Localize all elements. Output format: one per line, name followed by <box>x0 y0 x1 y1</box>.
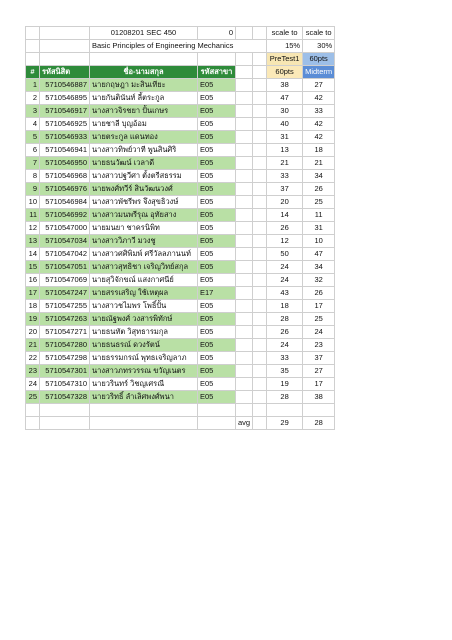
major-code-cell[interactable]: E05 <box>198 92 236 105</box>
avg-label-cell[interactable]: avg <box>236 417 253 430</box>
midterm-score-cell[interactable]: 25 <box>303 313 335 326</box>
student-id-cell[interactable]: 5710547255 <box>40 300 90 313</box>
empty-cell[interactable] <box>236 287 253 300</box>
empty-cell[interactable] <box>236 118 253 131</box>
empty-cell[interactable] <box>253 144 267 157</box>
empty-cell[interactable] <box>253 118 267 131</box>
table-row <box>26 196 335 209</box>
row-number-cell[interactable]: 15 <box>26 261 40 274</box>
major-code-cell[interactable]: E05 <box>198 365 236 378</box>
empty-cell[interactable] <box>236 79 253 92</box>
empty-cell[interactable] <box>253 79 267 92</box>
student-id-cell[interactable]: 5710546984 <box>40 196 90 209</box>
scale-percent-cell[interactable]: 30% <box>303 40 335 53</box>
empty-cell[interactable] <box>236 92 253 105</box>
major-code-cell[interactable]: E17 <box>198 287 236 300</box>
midterm-score-cell[interactable]: 42 <box>303 131 335 144</box>
pretest-score-cell[interactable]: 26 <box>267 222 303 235</box>
table-row <box>26 118 335 131</box>
major-code-cell[interactable]: E05 <box>198 300 236 313</box>
student-id-cell[interactable]: 5710546925 <box>40 118 90 131</box>
student-name-cell[interactable]: นายวรินทร์ วิชญเศรณี <box>90 378 198 391</box>
grade-spreadsheet <box>25 26 335 430</box>
row-number-cell[interactable]: 6 <box>26 144 40 157</box>
empty-cell[interactable] <box>253 170 267 183</box>
empty-cell[interactable] <box>236 157 253 170</box>
table-row <box>26 261 335 274</box>
midterm-score-cell[interactable]: 26 <box>303 183 335 196</box>
table-row <box>26 274 335 287</box>
empty-cell[interactable] <box>236 183 253 196</box>
midterm-score-cell[interactable]: 34 <box>303 261 335 274</box>
student-id-cell[interactable]: 5710547000 <box>40 222 90 235</box>
midterm-score-cell[interactable]: 21 <box>303 157 335 170</box>
student-id-cell[interactable]: 5710547247 <box>40 287 90 300</box>
empty-cell[interactable] <box>90 417 198 430</box>
table-row <box>26 391 335 404</box>
major-code-cell[interactable]: E05 <box>198 170 236 183</box>
student-id-cell[interactable]: 5710546941 <box>40 144 90 157</box>
empty-cell[interactable] <box>236 222 253 235</box>
empty-cell[interactable] <box>253 352 267 365</box>
table-row <box>26 300 335 313</box>
row-number-cell[interactable]: 20 <box>26 326 40 339</box>
row-number-cell[interactable]: 5 <box>26 131 40 144</box>
empty-cell[interactable] <box>253 222 267 235</box>
average-row <box>26 417 335 430</box>
midterm-score-cell[interactable]: 37 <box>303 352 335 365</box>
midterm-score-cell[interactable]: 33 <box>303 105 335 118</box>
empty-cell[interactable] <box>253 365 267 378</box>
pretest-score-cell[interactable]: 47 <box>267 92 303 105</box>
empty-cell[interactable] <box>253 92 267 105</box>
pretest-score-cell[interactable]: 20 <box>267 196 303 209</box>
empty-cell[interactable] <box>236 391 253 404</box>
empty-cell[interactable] <box>253 417 267 430</box>
empty-cell[interactable] <box>236 248 253 261</box>
empty-cell[interactable] <box>253 391 267 404</box>
scale-label-cell[interactable]: scale to <box>303 27 335 40</box>
pretest-score-cell[interactable]: 43 <box>267 287 303 300</box>
midterm-score-cell[interactable]: 34 <box>303 170 335 183</box>
pretest-score-cell[interactable]: 12 <box>267 235 303 248</box>
midterm-score-cell[interactable]: 18 <box>303 144 335 157</box>
student-id-cell[interactable]: 5710547298 <box>40 352 90 365</box>
empty-cell[interactable] <box>236 235 253 248</box>
student-name-cell[interactable]: นายธนธรณ์ ดวงรัตน์ <box>90 339 198 352</box>
table-row <box>26 183 335 196</box>
student-name-cell[interactable]: นายสรรเสริญ ใช้เหตุผล <box>90 287 198 300</box>
empty-cell[interactable] <box>253 274 267 287</box>
pretest-score-cell[interactable]: 40 <box>267 118 303 131</box>
student-id-cell[interactable]: 5710547280 <box>40 339 90 352</box>
table-row <box>26 378 335 391</box>
row-number-cell[interactable]: 3 <box>26 105 40 118</box>
midterm-score-cell[interactable]: 11 <box>303 209 335 222</box>
pretest-score-cell[interactable]: 50 <box>267 248 303 261</box>
table-row <box>26 79 335 92</box>
student-name-cell[interactable]: นายมนยา ชาครนิพิท <box>90 222 198 235</box>
student-name-cell[interactable]: นายชาลี บุญอ้อม <box>90 118 198 131</box>
midterm-score-cell[interactable]: 23 <box>303 339 335 352</box>
student-id-cell[interactable]: 5710546887 <box>40 79 90 92</box>
midterm-score-cell[interactable]: 38 <box>303 391 335 404</box>
row-number-cell[interactable]: 9 <box>26 183 40 196</box>
empty-cell[interactable] <box>253 248 267 261</box>
major-code-cell[interactable]: E05 <box>198 183 236 196</box>
midterm-score-cell[interactable]: 42 <box>303 92 335 105</box>
row-number-cell[interactable]: 12 <box>26 222 40 235</box>
pretest-score-cell[interactable]: 21 <box>267 157 303 170</box>
col-header-name[interactable]: ชื่อ-นามสกุล <box>90 66 198 79</box>
major-code-cell[interactable]: E05 <box>198 131 236 144</box>
student-id-cell[interactable]: 5710547051 <box>40 261 90 274</box>
row-number-cell[interactable]: 11 <box>26 209 40 222</box>
empty-cell[interactable] <box>236 378 253 391</box>
student-name-cell[interactable]: นางสาวปฐวีศา ตั้งตรีสธรรม <box>90 170 198 183</box>
empty-cell[interactable] <box>236 326 253 339</box>
student-id-cell[interactable]: 5710547034 <box>40 235 90 248</box>
row-number-cell[interactable]: 4 <box>26 118 40 131</box>
empty-cell[interactable] <box>236 105 253 118</box>
student-name-cell[interactable]: นางสาวภทรวรรณ ขวัญเนตร <box>90 365 198 378</box>
major-code-cell[interactable]: E05 <box>198 326 236 339</box>
scale-percent-cell[interactable]: 15% <box>267 40 303 53</box>
row-number-cell[interactable]: 25 <box>26 391 40 404</box>
pretest-score-cell[interactable]: 18 <box>267 300 303 313</box>
empty-cell[interactable] <box>40 404 90 417</box>
row-number-cell[interactable]: 14 <box>26 248 40 261</box>
row-number-cell[interactable]: 22 <box>26 352 40 365</box>
course-title-cell[interactable]: Basic Principles of Engineering Mechanics <box>90 40 267 53</box>
exam-label-row <box>26 53 335 66</box>
student-name-cell[interactable]: นางสาวจิรชยา ปั้นเกษร <box>90 105 198 118</box>
row-number-cell[interactable]: 2 <box>26 92 40 105</box>
table-row <box>26 131 335 144</box>
avg-midterm-cell[interactable]: 28 <box>303 417 335 430</box>
pretest-score-cell[interactable]: 35 <box>267 365 303 378</box>
student-name-cell[interactable]: นายณัฐพงศ์ วงสารพิทักษ์ <box>90 313 198 326</box>
empty-cell[interactable] <box>236 352 253 365</box>
midterm-score-cell[interactable]: 17 <box>303 378 335 391</box>
table-row <box>26 92 335 105</box>
empty-cell[interactable] <box>253 404 267 417</box>
pretest-score-cell[interactable]: 24 <box>267 274 303 287</box>
midterm-score-cell[interactable]: 26 <box>303 287 335 300</box>
pretest-score-cell[interactable]: 26 <box>267 326 303 339</box>
student-id-cell[interactable]: 5710546976 <box>40 183 90 196</box>
empty-cell[interactable] <box>236 144 253 157</box>
pts-cell[interactable]: 60pts <box>267 66 303 79</box>
empty-cell[interactable] <box>236 170 253 183</box>
student-name-cell[interactable]: นางสาวชไมพร โพธิ์ปั้น <box>90 300 198 313</box>
student-id-cell[interactable]: 5710547042 <box>40 248 90 261</box>
title-row <box>26 40 335 53</box>
row-number-cell[interactable]: 23 <box>26 365 40 378</box>
table-row <box>26 248 335 261</box>
student-id-cell[interactable]: 5710547263 <box>40 313 90 326</box>
table-row <box>26 235 335 248</box>
major-code-cell[interactable]: E05 <box>198 209 236 222</box>
midterm-score-cell[interactable]: 32 <box>303 274 335 287</box>
empty-cell[interactable] <box>236 404 253 417</box>
student-name-cell[interactable]: นางสาวมนพรีรุณ อุทัยสาง <box>90 209 198 222</box>
scale-label-cell[interactable]: scale to <box>267 27 303 40</box>
student-name-cell[interactable]: นายสุวิจักขณ์ แสงกาศนีย์ <box>90 274 198 287</box>
empty-cell[interactable] <box>253 131 267 144</box>
pretest-score-cell[interactable]: 37 <box>267 183 303 196</box>
major-code-cell[interactable]: E05 <box>198 352 236 365</box>
empty-cell[interactable] <box>253 378 267 391</box>
pretest-score-cell[interactable]: 30 <box>267 105 303 118</box>
table-row <box>26 352 335 365</box>
table-row <box>26 326 335 339</box>
major-code-cell[interactable]: E05 <box>198 313 236 326</box>
student-id-cell[interactable]: 5710546895 <box>40 92 90 105</box>
row-number-cell[interactable]: 7 <box>26 157 40 170</box>
empty-cell[interactable] <box>236 300 253 313</box>
major-code-cell[interactable]: E05 <box>198 118 236 131</box>
empty-cell[interactable] <box>253 157 267 170</box>
major-code-cell[interactable]: E05 <box>198 105 236 118</box>
midterm-score-cell[interactable]: 17 <box>303 300 335 313</box>
row-number-cell[interactable]: 18 <box>26 300 40 313</box>
empty-cell[interactable] <box>236 261 253 274</box>
midterm-label-cell[interactable]: Midterm <box>303 66 335 79</box>
empty-cell[interactable] <box>236 365 253 378</box>
empty-cell[interactable] <box>253 105 267 118</box>
student-name-cell[interactable]: นางสาวสุทธิชา เจริญวิทย์สกุล <box>90 261 198 274</box>
pretest-score-cell[interactable]: 14 <box>267 209 303 222</box>
midterm-score-cell[interactable]: 27 <box>303 79 335 92</box>
student-id-cell[interactable]: 5710546933 <box>40 131 90 144</box>
student-name-cell[interactable]: นายตระกูล แดนทอง <box>90 131 198 144</box>
table-row <box>26 209 335 222</box>
empty-cell[interactable] <box>253 183 267 196</box>
row-number-cell[interactable]: 19 <box>26 313 40 326</box>
blank-row <box>26 404 335 417</box>
empty-cell[interactable] <box>253 261 267 274</box>
empty-cell[interactable] <box>26 417 40 430</box>
empty-cell[interactable] <box>198 417 236 430</box>
midterm-score-cell[interactable]: 31 <box>303 222 335 235</box>
student-id-cell[interactable]: 5710547069 <box>40 274 90 287</box>
student-id-cell[interactable]: 5710546917 <box>40 105 90 118</box>
student-name-cell[interactable]: นายธนทัต วิสุทธารมกุล <box>90 326 198 339</box>
midterm-score-cell[interactable]: 25 <box>303 196 335 209</box>
major-code-cell[interactable]: E05 <box>198 391 236 404</box>
row-number-cell[interactable]: 8 <box>26 170 40 183</box>
empty-cell[interactable] <box>253 313 267 326</box>
student-name-cell[interactable]: นายธนวัฒน์ เวลาดี <box>90 157 198 170</box>
student-id-cell[interactable]: 5710546992 <box>40 209 90 222</box>
student-name-cell[interactable]: นายพงศ์ทวีร์ สินวัฒนวงศ์ <box>90 183 198 196</box>
pretest-label-cell[interactable]: PreTest1 <box>267 53 303 66</box>
empty-cell[interactable] <box>90 404 198 417</box>
student-name-cell[interactable]: นางสาววิภาวี มวงชู <box>90 235 198 248</box>
major-code-cell[interactable]: E05 <box>198 274 236 287</box>
student-id-cell[interactable]: 5710547271 <box>40 326 90 339</box>
table-row <box>26 339 335 352</box>
student-id-cell[interactable]: 5710547301 <box>40 365 90 378</box>
table-row <box>26 222 335 235</box>
major-code-cell[interactable]: E05 <box>198 157 236 170</box>
pretest-score-cell[interactable]: 33 <box>267 170 303 183</box>
empty-cell[interactable] <box>236 196 253 209</box>
student-id-cell[interactable]: 5710546950 <box>40 157 90 170</box>
empty-cell[interactable] <box>236 131 253 144</box>
pretest-score-cell[interactable]: 38 <box>267 79 303 92</box>
midterm-score-cell[interactable]: 42 <box>303 118 335 131</box>
midterm-score-cell[interactable]: 10 <box>303 235 335 248</box>
pretest-score-cell[interactable]: 19 <box>267 378 303 391</box>
table-row <box>26 105 335 118</box>
pretest-score-cell[interactable]: 28 <box>267 313 303 326</box>
major-code-cell[interactable]: E05 <box>198 248 236 261</box>
empty-cell[interactable] <box>253 235 267 248</box>
major-code-cell[interactable]: E05 <box>198 378 236 391</box>
major-code-cell[interactable]: E05 <box>198 235 236 248</box>
student-name-cell[interactable]: นางสาวทิพย์วาที พูนสินศิริ <box>90 144 198 157</box>
empty-cell[interactable] <box>236 209 253 222</box>
student-id-cell[interactable]: 5710546968 <box>40 170 90 183</box>
student-name-cell[interactable]: นางสาวศศิพิมพ์ ศรีวัลลภานนท์ <box>90 248 198 261</box>
student-name-cell[interactable]: นางสาวพัชรีพร จึงสุขธิวงษ์ <box>90 196 198 209</box>
empty-cell[interactable] <box>253 326 267 339</box>
empty-cell[interactable] <box>26 404 40 417</box>
empty-cell[interactable] <box>253 287 267 300</box>
student-name-cell[interactable]: นายวริทธิ์ ลำเลิศพงศ์พนา <box>90 391 198 404</box>
empty-cell[interactable] <box>236 274 253 287</box>
empty-cell[interactable] <box>198 404 236 417</box>
student-name-cell[interactable]: นายกฤษฎา มะสินเทียะ <box>90 79 198 92</box>
empty-cell[interactable] <box>253 300 267 313</box>
empty-cell[interactable] <box>267 404 303 417</box>
empty-cell[interactable] <box>236 313 253 326</box>
zero-cell[interactable]: 0 <box>198 27 236 40</box>
empty-cell[interactable] <box>253 209 267 222</box>
pretest-score-cell[interactable]: 24 <box>267 261 303 274</box>
empty-cell[interactable] <box>40 417 90 430</box>
row-number-cell[interactable]: 17 <box>26 287 40 300</box>
major-code-cell[interactable]: E05 <box>198 196 236 209</box>
empty-cell[interactable] <box>253 339 267 352</box>
empty-cell[interactable] <box>253 196 267 209</box>
col-header-id[interactable]: รหัสนิสิต <box>40 66 90 79</box>
table-row <box>26 287 335 300</box>
table-row <box>26 144 335 157</box>
col-header-major[interactable]: รหัสสาขา <box>198 66 236 79</box>
student-id-cell[interactable]: 5710547310 <box>40 378 90 391</box>
course-row <box>26 27 335 40</box>
pretest-score-cell[interactable]: 33 <box>267 352 303 365</box>
row-number-cell[interactable]: 21 <box>26 339 40 352</box>
col-header-no[interactable]: # <box>26 66 40 79</box>
table-row <box>26 170 335 183</box>
pretest-score-cell[interactable]: 13 <box>267 144 303 157</box>
major-code-cell[interactable]: E05 <box>198 222 236 235</box>
student-name-cell[interactable]: นายกันตินันท์ ลี้ตระกูล <box>90 92 198 105</box>
student-name-cell[interactable]: นายธรรมกรณ์ พุทธเจริญลาภ <box>90 352 198 365</box>
empty-cell[interactable] <box>236 339 253 352</box>
row-number-cell[interactable]: 24 <box>26 378 40 391</box>
table-row <box>26 157 335 170</box>
pretest-score-cell[interactable]: 28 <box>267 391 303 404</box>
course-code-cell[interactable]: 01208201 SEC 450 <box>90 27 198 40</box>
row-number-cell[interactable]: 10 <box>26 196 40 209</box>
row-number-cell[interactable]: 16 <box>26 274 40 287</box>
column-header-row <box>26 66 335 79</box>
midterm-score-cell[interactable]: 47 <box>303 248 335 261</box>
empty-cell[interactable] <box>303 404 335 417</box>
row-number-cell[interactable]: 1 <box>26 79 40 92</box>
midterm-score-cell[interactable]: 24 <box>303 326 335 339</box>
table-row <box>26 365 335 378</box>
avg-pretest-cell[interactable]: 29 <box>267 417 303 430</box>
pretest-score-cell[interactable]: 24 <box>267 339 303 352</box>
row-number-cell[interactable]: 13 <box>26 235 40 248</box>
pts-cell[interactable]: 60pts <box>303 53 335 66</box>
table-row <box>26 313 335 326</box>
student-id-cell[interactable]: 5710547328 <box>40 391 90 404</box>
major-code-cell[interactable]: E05 <box>198 79 236 92</box>
pretest-score-cell[interactable]: 31 <box>267 131 303 144</box>
major-code-cell[interactable]: E05 <box>198 144 236 157</box>
major-code-cell[interactable]: E05 <box>198 261 236 274</box>
major-code-cell[interactable]: E05 <box>198 339 236 352</box>
midterm-score-cell[interactable]: 27 <box>303 365 335 378</box>
